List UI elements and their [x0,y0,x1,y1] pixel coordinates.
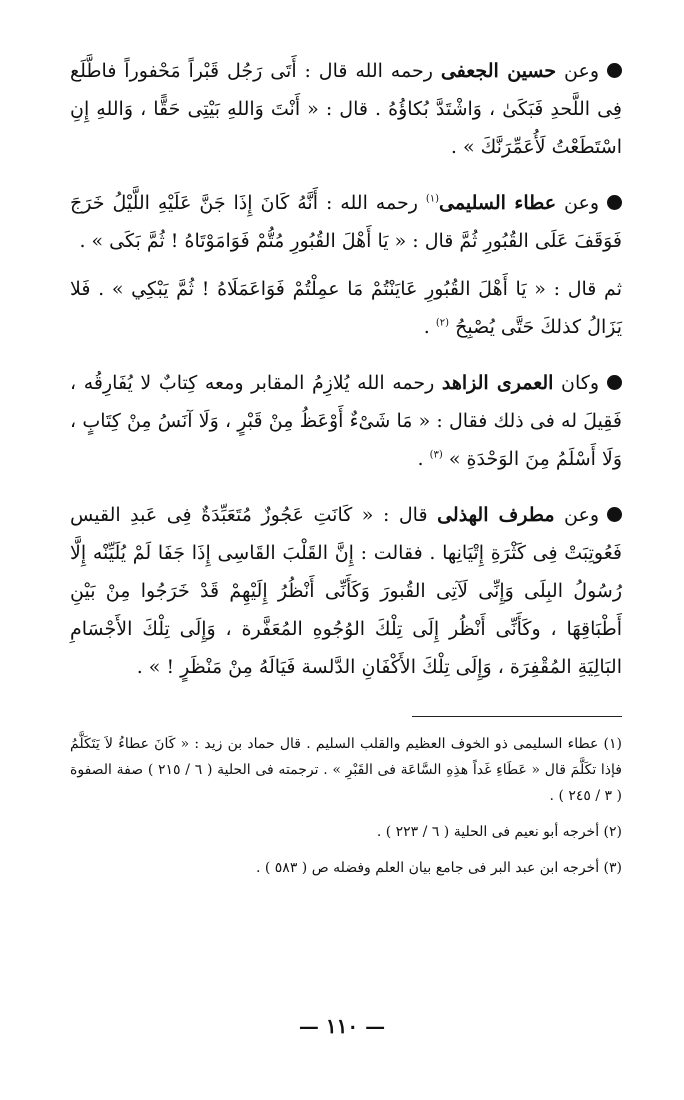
footnote-2: (٢) أخرجه أبو نعيم فى الحلية ( ٦ / ٢٢٣ ) . [376,824,622,840]
bullet-icon [607,507,622,522]
narrator-name: حسين الجعفى [440,60,557,82]
footnote-ref-1: (١) [425,193,440,205]
paragraph-husayn-al-jufi: وعن حسين الجعفى رحمه الله قال : أَتَى رَجُل قَبْراً مَحْفوراً فاطَّلَع فِى اللَّحدِ فَبَكَىٰ ، وَاشْتَدَّ بُكاؤُهُ . قال : « أَنْتَ وَاللهِ بَيْتِى حَقًّا ، وَاللهِ إِنِ اسْتَطَعْتُ لَأُعَمِّرَنَّكَ » . [70,60,622,158]
bullet-icon [607,63,622,78]
bullet-icon [607,195,622,210]
footnote-ref-2: (٢) [435,317,450,329]
paragraph-ata-al-sulami: وعن عطاء السليمى$^{(١)}$ رحمه الله : أَنَّهُ كَانَ إِذَا جَنَّ عَلَيْهِ اللَّيْلُ خَرَجَ فَوَقَفَ عَلَى القُبُورِ ثُمَّ قال : « يَا أَهْلَ القُبُورِ مُتُّمْ فَوَامَوْتَاهُ ! ثُمَّ بَكَى » . [70,192,622,252]
paragraph-ata-continued: ثم قال : « يَا أَهْلَ القُبُورِ عَايَنْتُمْ مَا عمِلْتُمْ فَوَاعَمَلَاهُ ! ثُمَّ يَبْكِي » . فَلا يَزَالُ كذلكَ حَتَّى يُصْبِحُ $^{(٢)}$ . [70,278,622,338]
narrator-name: العمرى الزاهد [441,372,554,394]
bullet-icon [607,375,622,390]
footnote-1: (١) عطاء السليمى ذو الخوف العظيم والقلب السليم . قال حماد بن زيد : « كَانَ عطاءُ لاَ يَتَكَلَّمُ فإذا تكَلَّمَ قال « عَطَاءِ غَداً هذِهِ السَّاعَة فى القَبْرِ » . ترجمته فى الحلية ( ٦ / ٢١٥ ) صفة الصفوة ( ٣ / ٢٤٥ ) . [70,736,623,804]
footnote-ref-3: (٣) [429,449,443,461]
paragraph-al-umari-al-zahid: وكان العمرى الزاهد رحمه الله يُلازِمُ المقابر ومعه كِتابٌ لا يُفَارِقُه ، فَقِيلَ له فى ذلك فقال : « مَا شَىْءٌ أَوْعَظُ مِنْ قَبْرٍ ، وَلَا آنَسُ مِنْ كِتَابٍ ، وَلَا أَسْلَمُ مِنَ الوَحْدَةِ » $^{(٣)}$ . [70,372,622,470]
footnote-divider [412,716,622,717]
narrator-name: مطرف الهذلى [437,504,555,526]
paragraph-mutarrif-al-hudhali: وعن مطرف الهذلى قال : « كَانَتِ عَجُوزٌ مُتَعَبِّدَةٌ فِى عَبدِ القيس فَعُوتِبَتْ فِى كَثْرَةِ إِتْيَانِها . فقالت : إِنَّ القَلْبَ القَاسِى إِذَا جَفَا لَمْ يُلَيِّنْه إِلَّا رُسُولُ البِلَى وَإِنِّى لَآتِى القُبورَ وَكَأَنِّى أَنْظُرُ إِلَيْهِمْ قَدْ خَرَجُوا مِنْ بَيْنِ أَطْبَاقِهَا ، وكَأَنِّى أَنْظُر إِلَى تِلْكَ الوُجُوهِ المُعَفَّرة ، وَإِلَى تِلْكَ الأَجْسَامِ البَالِيَةِ المُقْفِرَة ، وَإِلَى تِلْكَ الأَكْفَانِ الدَّلسة فَيَالَهُ مِنْ مَنْظَرٍ ! » . [70,504,622,678]
page-number: — ١١٠ — [298,1014,386,1038]
footnote-3: (٣) أخرجه ابن عبد البر فى جامع بيان العلم وفضله ص ( ٥٨٣ ) . [255,860,622,876]
narrator-name: عطاء السليمى [439,192,557,214]
